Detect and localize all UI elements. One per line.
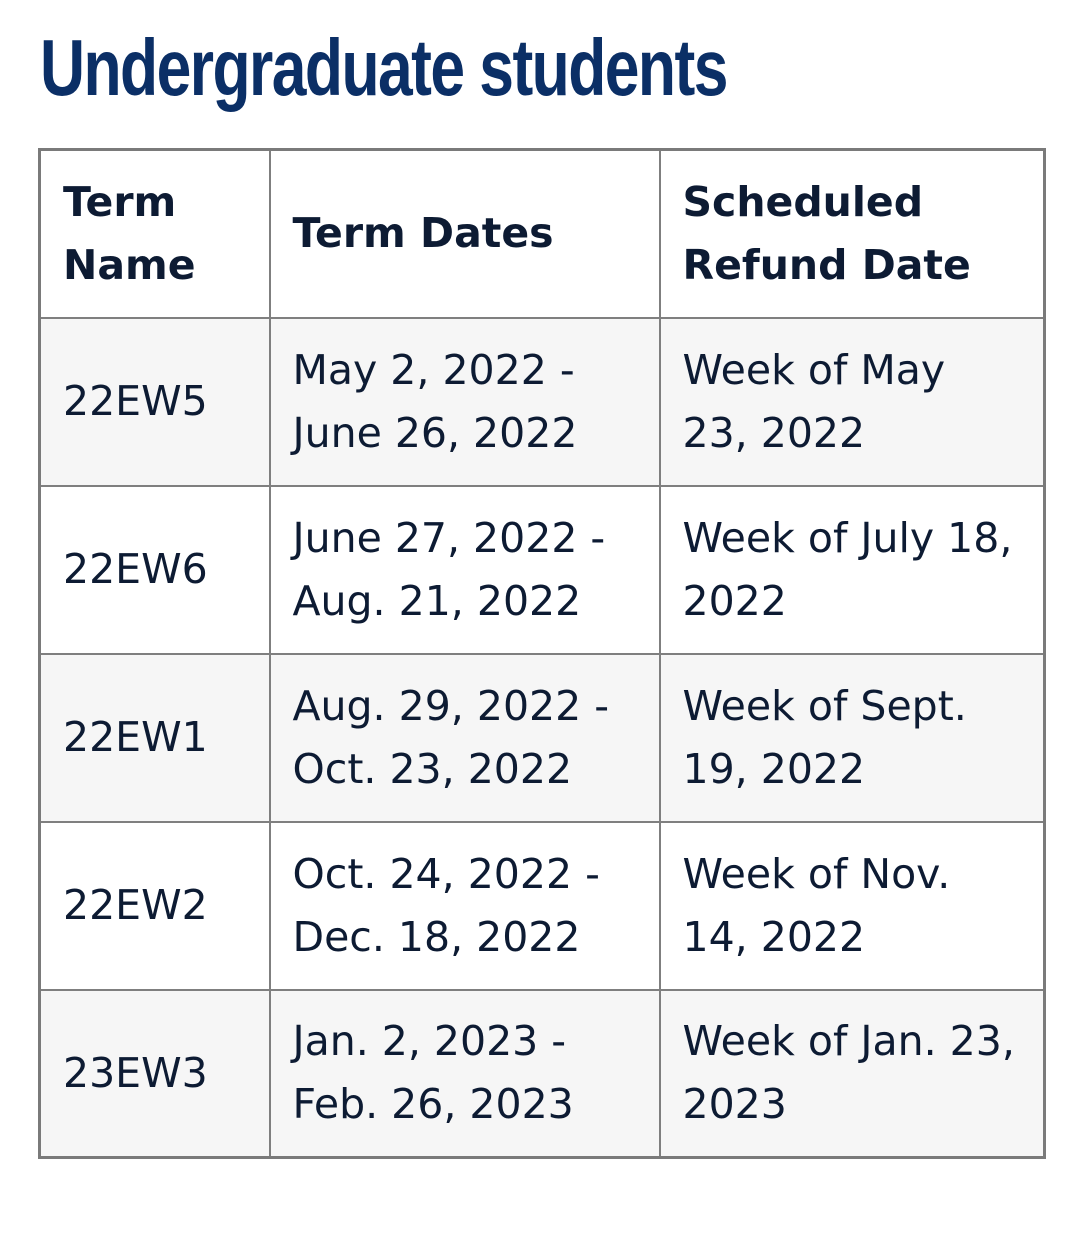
term-dates-cell: June 27, 2022 - Aug. 21, 2022 [270,486,660,654]
header-scheduled-refund-date: Scheduled Refund Date [660,150,1045,318]
header-term-dates: Term Dates [270,150,660,318]
header-term-name: Term Name [40,150,270,318]
term-name-cell: 23EW3 [40,990,270,1158]
term-dates-cell: May 2, 2022 - June 26, 2022 [270,318,660,486]
refund-date-cell: Week of July 18, 2022 [660,486,1045,654]
table-row [40,990,1045,1158]
table-header-row [40,150,1045,318]
table-row [40,654,1045,822]
refund-date-cell: Week of Jan. 23, 2023 [660,990,1045,1158]
refund-date-cell: Week of Nov. 14, 2022 [660,822,1045,990]
term-name-cell: 22EW1 [40,654,270,822]
term-name-cell: 22EW2 [40,822,270,990]
term-name-cell: 22EW5 [40,318,270,486]
term-dates-cell: Oct. 24, 2022 - Dec. 18, 2022 [270,822,660,990]
term-dates-cell: Aug. 29, 2022 - Oct. 23, 2022 [270,654,660,822]
refund-schedule-table [38,148,1046,1159]
table-row [40,318,1045,486]
page-title: Undergraduate students [40,23,727,112]
term-name-cell: 22EW6 [40,486,270,654]
refund-date-cell: Week of May 23, 2022 [660,318,1045,486]
refund-date-cell: Week of Sept. 19, 2022 [660,654,1045,822]
table-row [40,486,1045,654]
table-row [40,822,1045,990]
term-dates-cell: Jan. 2, 2023 - Feb. 26, 2023 [270,990,660,1158]
